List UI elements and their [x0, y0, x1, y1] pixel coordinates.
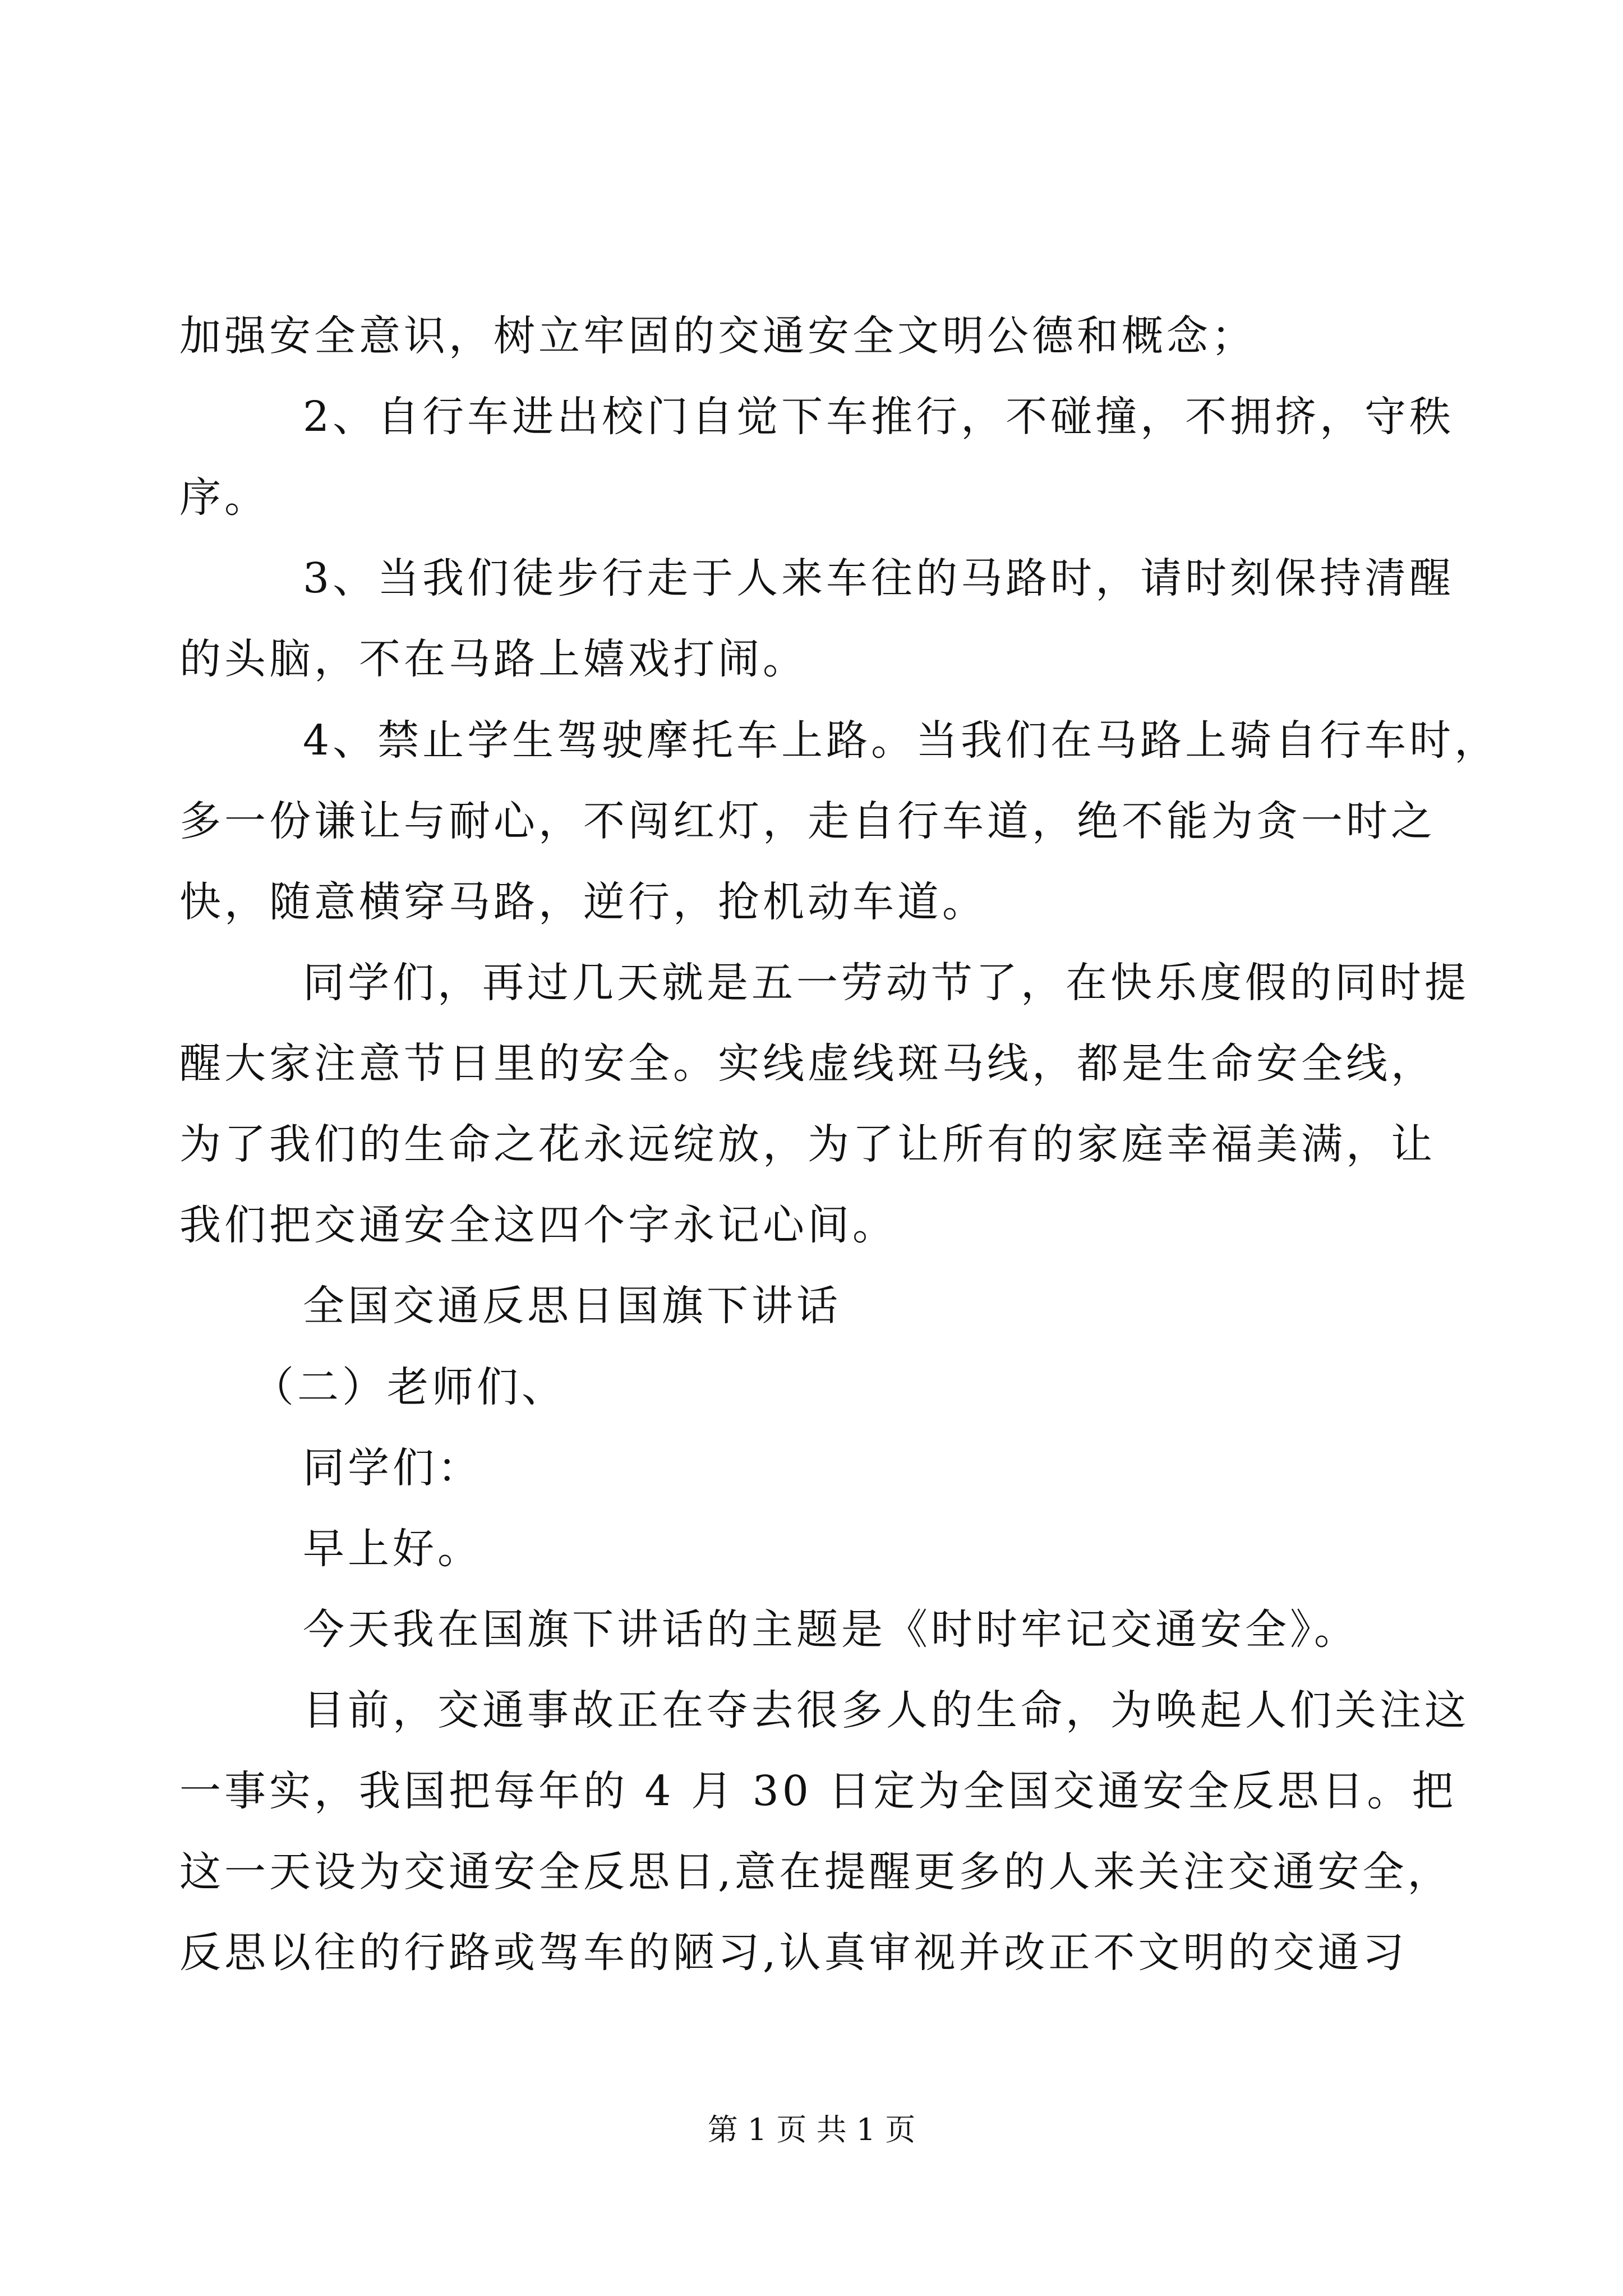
text-line: 今天我在国旗下讲话的主题是《时时牢记交通安全》。	[303, 1605, 1359, 1654]
text-line: 多一份谦让与耐心，不闯红灯，走自行车道，绝不能为贪一时之	[179, 797, 1436, 845]
text-line: 4、禁止学生驾驶摩托车上路。当我们在马路上骑自行车时，	[303, 716, 1500, 765]
text-line: 2、自行车进出校门自觉下车推行，不碰撞，不拥挤，守秩	[303, 393, 1455, 441]
text-line: 这一天设为交通安全反思日,意在提醒更多的人来关注交通安全，	[179, 1848, 1453, 1896]
text-line: 快，随意横穿马路，逆行，抢机动车道。	[179, 878, 987, 926]
text-line: 为了我们的生命之花永远绽放，为了让所有的家庭幸福美满，让	[179, 1120, 1436, 1168]
text-line: 3、当我们徒步行走于人来车往的马路时，请时刻保持清醒	[303, 554, 1455, 602]
text-line: 同学们，再过几天就是五一劳动节了，在快乐度假的同时提	[303, 959, 1469, 1007]
text-line: （二）老师们、	[252, 1363, 566, 1411]
text-line: 目前，交通事故正在夺去很多人的生命，为唤起人们关注这	[303, 1686, 1469, 1734]
text-line: 早上好。	[303, 1525, 482, 1573]
text-line: 序。	[179, 473, 269, 522]
text-line: 加强安全意识，树立牢固的交通安全文明公德和概念；	[179, 312, 1256, 360]
text-line: 同学们：	[303, 1444, 482, 1492]
page-footer: 第 1 页 共 1 页	[707, 2112, 916, 2147]
text-line: 我们把交通安全这四个字永记心间。	[179, 1201, 897, 1249]
text-line: 反思以往的行路或驾车的陋习,认真审视并改正不文明的交通习	[179, 1929, 1408, 1977]
text-line: 的头脑，不在马路上嬉戏打闹。	[179, 635, 808, 683]
text-line: 一事实，我国把每年的 4 月 30 日定为全国交通安全反思日。把	[179, 1767, 1457, 1815]
text-line: 醒大家注意节日里的安全。实线虚线斑马线，都是生命安全线，	[179, 1039, 1436, 1088]
section-heading: 全国交通反思日国旗下讲话	[303, 1282, 841, 1330]
